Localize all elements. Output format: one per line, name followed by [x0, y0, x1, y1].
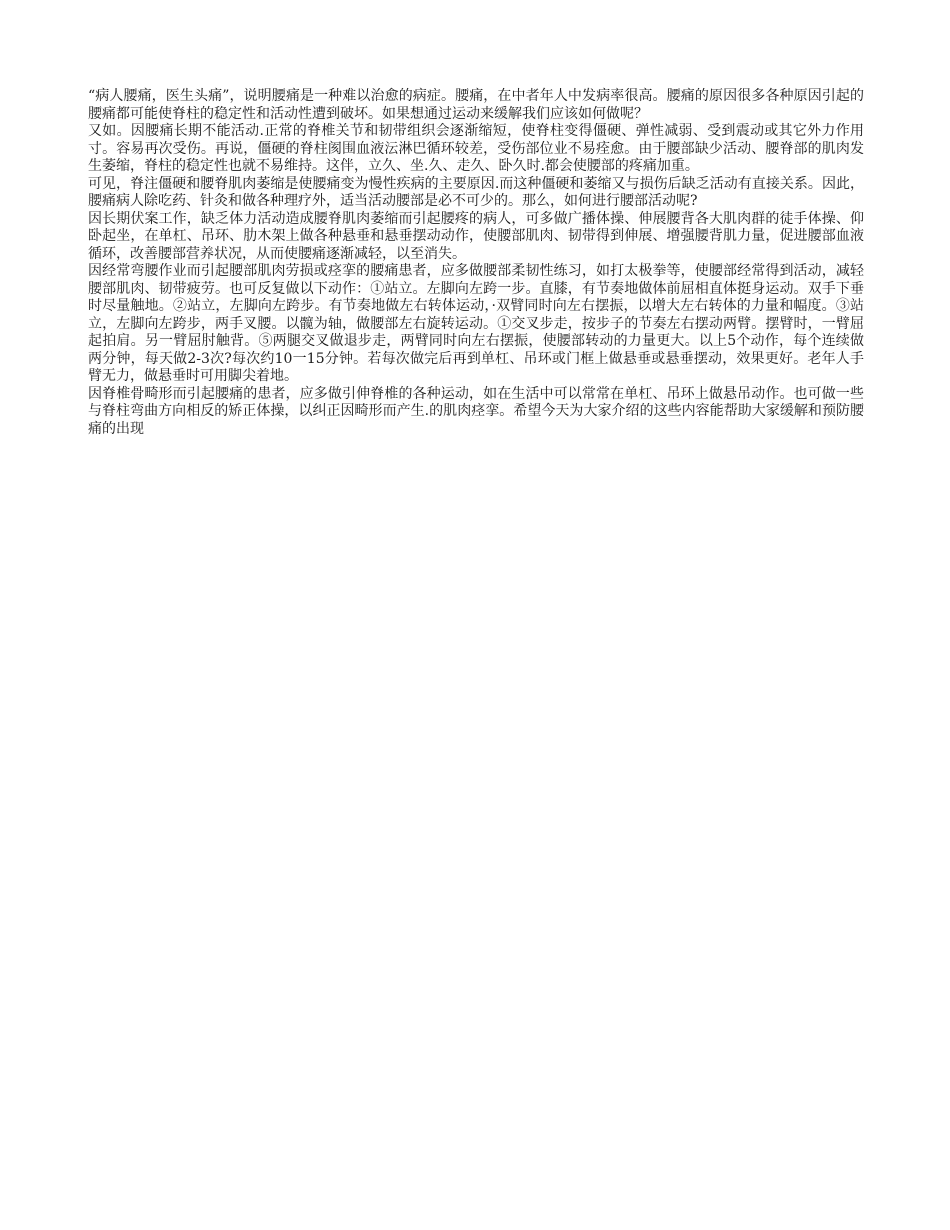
- document-body: [88, 88, 864, 438]
- paragraph-intro: “病人腰痛，医生头痛”，说明腰痛是一种难以治愈的病症。腰痛，在中者年人中发病率很高。腰痛的原因很多各种原因引起的腰痛都可能使脊柱的稳定性和活动性遭到破坏。如果想通过运动来缓解我们应该如何做呢？: [88, 88, 864, 122]
- paragraph-bending-workers: 因经常弯腰作业而引起腰部肌肉劳损或痉挛的腰痛患者，应多做腰部柔韧性练习，如打太极拳等，使腰部经常得到活动，减轻腰部肌肉、韧带疲劳。也可反复做以下动作：①站立。左脚向左跨一步。直膝，有节奏地做体前屈相直体挺身运动。双手下垂时尽量触地。②站立，左脚向左跨步。有节奏地做左右转体运动，·双臂同时向左右摆振，以增大左右转体的力量和幅度。③站立，左脚向左跨步，两手叉腰。以髋为轴，做腰部左右旋转运动。①交叉步走，按步子的节奏左右摆动两臂。摆臂时，一臂屈起拍肩。另一臂屈肘触背。⑤两腿交叉做退步走，两臂同时向左右摆振，使腰部转动的力量更大。以上5个动作，每个连续做两分钟，每天做2-3次?每次约10一15分钟。若每次做完后再到单杠、吊环或门框上做悬垂或悬垂摆动，效果更好。老年人手臂无力，做悬垂时可用脚尖着地。: [88, 263, 864, 384]
- paragraph-spinal-deformity: 因脊椎骨畸形而引起腰痛的患者，应多做引伸脊椎的各种运动，如在生活中可以常常在单杠、吊环上做悬吊动作。也可做一些与脊柱弯曲方向相反的矫正体操，以纠正因畸形而产生.的肌肉痉挛。希望今天为大家介绍的这些内容能帮助大家缓解和预防腰痛的出现: [88, 385, 864, 437]
- paragraph-desk-workers: 因长期伏案工作，缺乏体力活动造成腰脊肌肉萎缩而引起腰疼的病人，可多做广播体操、伸展腰背各大肌肉群的徒手体操、仰卧起坐，在单杠、吊环、肋木架上做各种悬垂和悬垂摆动动作，使腰部肌肉、韧带得到伸展、增强腰背肌力量，促进腰部血液循环，改善腰部营养状况，从而使腰痛逐渐减轻，以至消失。: [88, 210, 864, 262]
- paragraph-main-causes: 可见，脊注僵硬和腰脊肌肉萎缩是使腰痛变为慢性疾病的主要原因.而这种僵硬和萎缩又与损伤后缺乏活动有直接关系。因此，腰痛病人除吃药、针灸和做各种理疗外，适当活动腰部是必不可少的。那么，如何进行腰部活动呢?: [88, 175, 864, 209]
- paragraph-inactivity-effects: 又如。因腰痛长期不能活动.正常的脊椎关节和韧带组织会逐渐缩短，使脊柱变得僵硬、弹性减弱、受到震动或其它外力作用寸。容易再次受伤。再说，僵硬的脊柱阂围血液沄淋巴循环较差，受伤部位业不易痊愈。由于腰部缺少活动、腰脊部的肌肉发生萎缩，脊柱的稳定性也就不易维持。这伴，立久、坐.久、走久、卧久时.都会使腰部的疼痛加重。: [88, 123, 864, 174]
